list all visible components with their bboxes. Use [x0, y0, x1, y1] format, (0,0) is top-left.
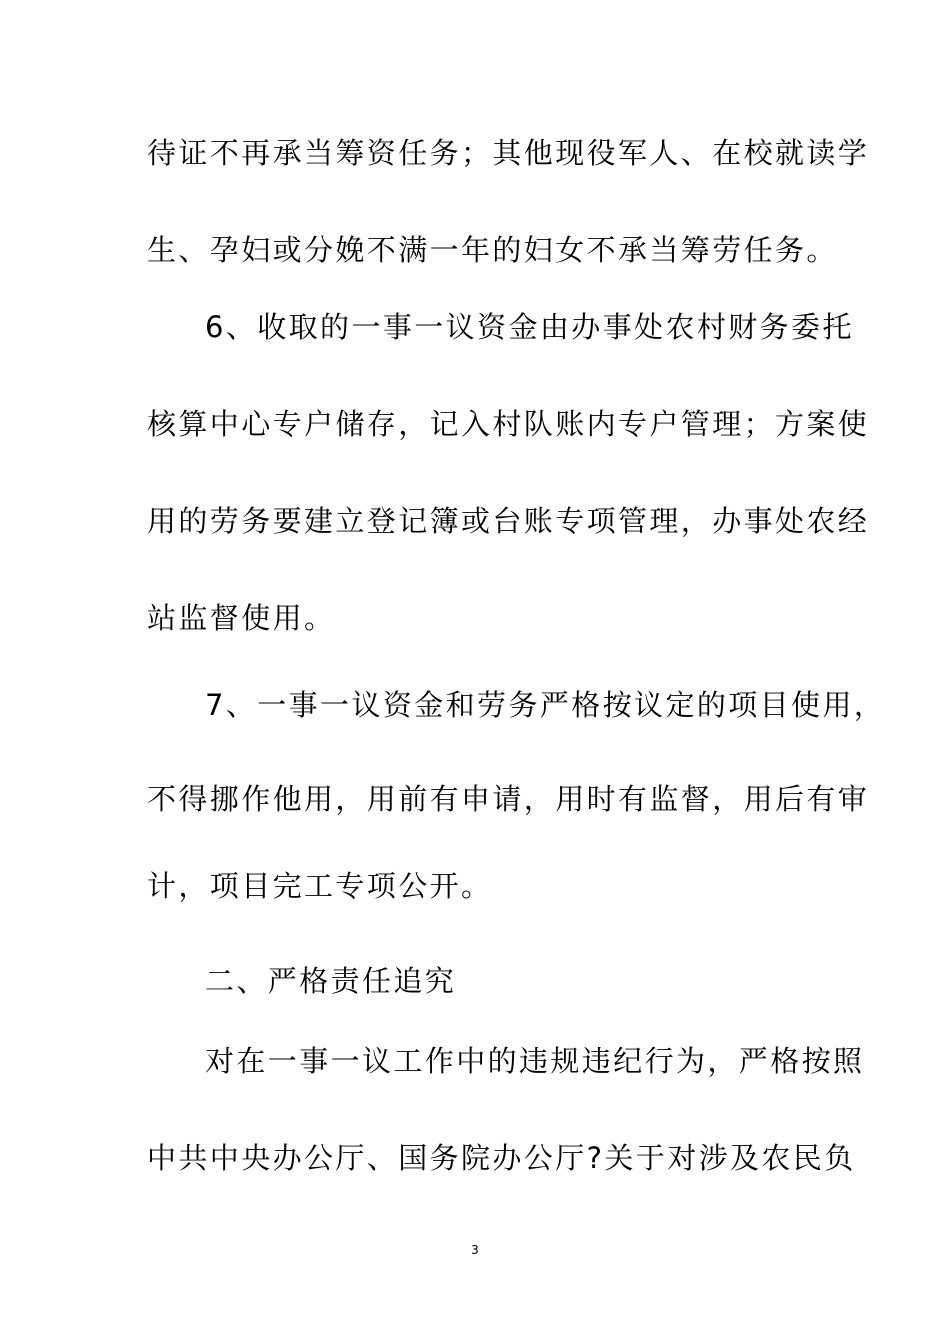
paragraph-7-start: 7、一事一议资金和劳务严格按议定的项目使用， [205, 688, 886, 722]
body-text-line: 中共中央办公厅、国务院办公厅?关于对涉及农民负 [147, 1141, 856, 1175]
page-number: 3 [471, 1243, 479, 1257]
body-text-line: 不得挪作他用，用前有申请，用时有监督，用后有审 [147, 782, 870, 816]
body-text-line: 用的劳务要建立登记簿或台账专项管理，办事处农经 [147, 504, 870, 538]
paragraph-start: 对在一事一议工作中的违规违纪行为，严格按照 [205, 1044, 865, 1078]
body-text-line: 站监督使用。 [147, 601, 336, 635]
body-text-line: 计，项目完工专项公开。 [147, 869, 493, 903]
body-text-line: 核算中心专户储存，记入村队账内专户管理；方案使 [147, 407, 870, 441]
body-text-line: 生、孕妇或分娩不满一年的妇女不承当筹劳任务。 [147, 233, 838, 267]
body-text-line: 待证不再承当筹资任务；其他现役军人、在校就读学 [147, 136, 870, 170]
paragraph-6-start: 6、收取的一事一议资金由办事处农村财务委托 [205, 310, 854, 344]
section-heading: 二、严格责任追究 [205, 964, 457, 998]
